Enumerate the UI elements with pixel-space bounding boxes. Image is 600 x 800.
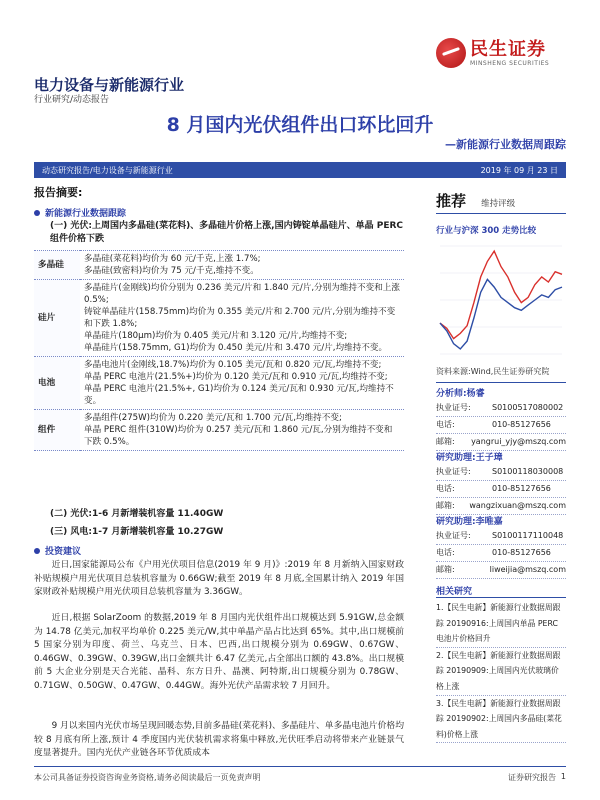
related-report-link[interactable]: 1.【民生电新】新能源行业数据周跟踪 20190916:上周国内单晶 PERC 电池片价格回升 — [436, 600, 566, 648]
industry-label: 电力设备与新能源行业 — [34, 76, 185, 94]
section-heading-data — [34, 206, 126, 219]
related-report-link[interactable]: 3.【民生电新】新能源行业数据周跟踪 20190902:上周国内多晶硅(菜花料)价格上涨 — [436, 696, 566, 744]
pv-item-title: (一) 光伏:上周国内多晶硅(菜花料)、多晶硅片价格上涨,国内铸锭单晶硅片、单晶 PERC 组件价格下跌 — [50, 221, 404, 244]
wind-install-line: (三) 风电:1-7 月新增装机容量 10.27GW — [50, 527, 224, 537]
contact-row — [436, 464, 566, 481]
contact-key: 电话: — [436, 548, 455, 557]
table-cell-line: 多晶硅片(金刚线)均价分别为 0.236 美元/片和 1.840 元/片,分别为维持不变和上涨 0.5%; — [84, 283, 400, 305]
contact-key: 执业证号: — [436, 403, 471, 412]
table-row — [34, 357, 404, 410]
contact-key: 邮箱: — [436, 501, 455, 510]
table-category: 多晶硅 — [34, 251, 80, 280]
table-category: 电池 — [34, 357, 80, 410]
contact-value: 010-85127656 — [492, 420, 551, 429]
bullet-icon — [34, 548, 40, 554]
contact-row — [436, 434, 566, 451]
section-heading-invest — [34, 544, 81, 557]
contact-row — [436, 417, 566, 434]
assistant2-heading: 研究助理:李唯嘉 — [436, 517, 503, 527]
analyst-contact — [436, 400, 566, 451]
footer-disclaimer: 本公司具备证券投资咨询业务资格,请务必阅读最后一页免责声明 — [34, 773, 261, 782]
paragraph-1: 近日,国家能源局公布《户用光伏项目信息(2019 年 9 月)》:2019 年 8 月新纳入国家财政补贴规模户用光伏项目总装机容量为 0.66GW;截至 2019 年 8 月底,全国累计纳入 2019 年国家财政补贴规模户用光伏项目总装机容量为 3.36GW。 — [34, 560, 404, 598]
paragraph-2: 近日,根据 SolarZoom 的数据,2019 年 8 月国内光伏组件出口规模达到 5.91GW,总金额为 14.78 亿美元,加权平均单价 0.225 美元/W,其中单晶产品占比达到 65%。其中,出口规模前 5 国家分别为印度、荷兰、乌克兰、日本、巴西,出口规模分别为 0.69GW、0.67GW、0.46GW、0.39GW、0.39GW,出口金额共计 6.47 亿美元,占全部出口额的 43.8%。出口规模前 5 大企业分别是天合光能、晶科、东方日升、晶澳、阿特斯,出口规模分别为 0.78GW、0.71GW、0.50GW、0.47GW、0.44GW。海外光伏产品需求较 7 月回升。 — [34, 613, 404, 691]
table-category: 硅片 — [34, 280, 80, 357]
contact-value: S0100117110048 — [492, 531, 564, 540]
section-title: 投资建议 — [45, 547, 82, 557]
contact-row — [436, 400, 566, 417]
paragraph-3: 9 月以来国内光伏市场呈现回暖态势,目前多晶硅(菜花料)、多晶硅片、单多晶电池片价格均较 8 月底有所上涨,预计 4 季度国内光伏装机需求将集中释放,光伏旺季启动将带来产业链景气度显著提升。国内光伏产业链各环节优质成本 — [34, 721, 404, 759]
contact-key: 执业证号: — [436, 531, 471, 540]
table-cell-line: 单晶硅片(180μm)均价为 0.405 美元/片和 3.120 元/片,均维持不变; — [84, 331, 348, 341]
chart-title: 行业与沪深 300 走势比较 — [436, 226, 537, 236]
related-report-link[interactable]: 2.【民生电新】新能源行业数据周跟踪 20190909:上周国内光伏玻璃价格上涨 — [436, 648, 566, 696]
contact-value: S0100118030008 — [492, 467, 564, 476]
logo-name-en: MINSHENG SECURITIES — [470, 59, 550, 67]
table-cell-line: 多晶硅(菜花料)均价为 60 元/千克,上涨 1.7%; — [84, 254, 261, 264]
page-number: 1 — [560, 772, 566, 781]
table-cell-line: 铸锭单晶硅片(158.75mm)均价为 0.355 美元/片和 2.700 元/片,分别为维持不变和下跌 1.8%; — [84, 307, 396, 329]
contact-row — [436, 528, 566, 545]
footer-divider — [34, 766, 566, 767]
related-heading: 相关研究 — [436, 587, 473, 597]
contact-key: 电话: — [436, 420, 455, 429]
report-subtype: 行业研究/动态报告 — [34, 95, 110, 105]
contact-value: 010-85127656 — [492, 548, 551, 557]
contact-value: 010-85127656 — [492, 484, 551, 493]
table-row — [34, 410, 404, 451]
contact-row — [436, 481, 566, 498]
csi300-series-line — [440, 279, 562, 349]
table-cell-line: 多晶硅(致密料)均价为 75 元/千克,维持不变。 — [84, 266, 259, 276]
contact-key: 邮箱: — [436, 437, 455, 446]
contact-row — [436, 498, 566, 515]
email-link[interactable]: liweijia@mszq.com — [489, 565, 566, 574]
table-cell-line: 单晶硅片(158.75mm, G1)均价为 0.450 美元/片和 3.470 元/片,均维持不变。 — [84, 343, 388, 353]
table-cell-line: 单晶 PERC 电池片(21.5%+)均价为 0.120 美元/瓦和 0.910 元/瓦,均维持不变; — [84, 372, 388, 382]
contact-value: S0100517080002 — [492, 403, 564, 412]
logo-mark-icon — [436, 38, 466, 68]
table-cell-line: 单晶 PERC 电池片(21.5%+, G1)均价为 0.124 美元/瓦和 0.930 元/瓦,均维持不变。 — [84, 384, 394, 406]
rating-value: 推荐 — [436, 192, 467, 210]
divider — [436, 213, 566, 214]
table-cell-line: 多晶组件(275W)均价为 0.220 美元/瓦和 1.700 元/瓦,均维持不变; — [84, 413, 342, 423]
report-info-bar — [34, 162, 566, 178]
trend-chart — [436, 240, 566, 360]
logo-name-cn: 民生证券 — [470, 38, 546, 60]
contact-row — [436, 562, 566, 579]
industry-series-line — [440, 251, 562, 339]
contact-key: 执业证号: — [436, 467, 471, 476]
analyst-heading: 分析师:杨睿 — [436, 389, 485, 399]
divider — [436, 597, 566, 598]
table-category: 组件 — [34, 410, 80, 451]
table-row — [34, 280, 404, 357]
rating-box — [436, 190, 566, 211]
table-row — [34, 251, 404, 280]
report-date: 2019 年 09 月 23 日 — [480, 165, 558, 175]
pv-install-line: (二) 光伏:1-6 月新增装机容量 11.40GW — [50, 509, 224, 519]
related-research-list — [436, 600, 566, 743]
price-table — [34, 250, 404, 451]
email-link[interactable]: wangzixuan@mszq.com — [469, 501, 566, 510]
bullet-icon — [34, 210, 40, 216]
footer-label: 证券研究报告 — [508, 773, 556, 782]
rating-note: 维持评级 — [481, 199, 516, 209]
chart-gridlines — [440, 246, 562, 354]
assistant1-heading: 研究助理:王子璋 — [436, 453, 503, 463]
chart-source: 资料来源:Wind,民生证券研究院 — [436, 367, 550, 376]
contact-key: 电话: — [436, 484, 455, 493]
summary-heading: 报告摘要: — [34, 186, 83, 199]
report-category: 动态研究报告/电力设备与新能源行业 — [42, 165, 173, 175]
report-subtitle: —新能源行业数据周跟踪 — [445, 138, 566, 151]
assistant1-contact — [436, 464, 566, 515]
assistant2-contact — [436, 528, 566, 579]
company-logo — [436, 36, 576, 70]
section-title: 新能源行业数据跟踪 — [45, 209, 127, 219]
divider — [436, 382, 566, 383]
email-link[interactable]: yangrui_yjy@mszq.com — [471, 437, 566, 446]
table-cell-line: 单晶 PERC 组件(310W)均价为 0.257 美元/瓦和 1.860 元/瓦,分别为维持不变和下跌 0.5%。 — [84, 425, 393, 447]
contact-row — [436, 545, 566, 562]
contact-key: 邮箱: — [436, 565, 455, 574]
table-cell-line: 多晶电池片(金刚线,18.7%)均价为 0.105 美元/瓦和 0.820 元/瓦,均维持不变; — [84, 360, 382, 370]
report-title: 8 月国内光伏组件出口环比回升 — [166, 114, 434, 136]
